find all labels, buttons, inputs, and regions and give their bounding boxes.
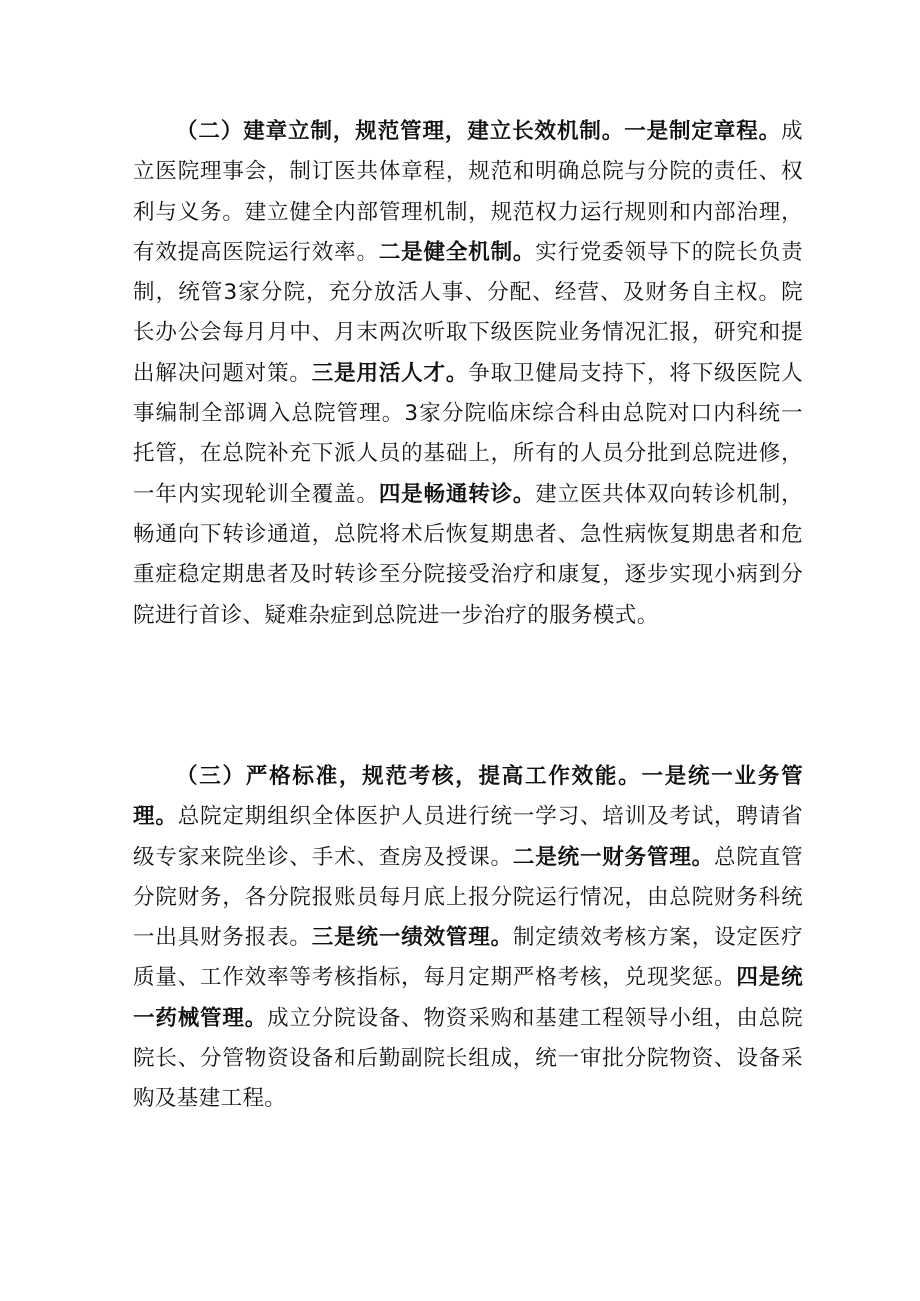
section-2-point-4-text: 建立医共体双向转诊机制，畅通向下转诊通道，总院将术后恢复期患者、急性病恢复期患者和危重症稳定期患者及时转诊至分院接受治疗和康复，逐步实现小病到分院进行首诊、疑难杂症到总院进一步治疗的服务模式。 [133, 481, 803, 628]
section-3-point-1-title: 一是统一业务管理。 [133, 764, 803, 830]
section-3-paragraph [133, 757, 803, 1120]
section-2-paragraph [133, 112, 803, 636]
section-3-point-3-title: 三是统一绩效管理。 [311, 925, 513, 951]
section-2-point-2-text: 实行党委领导下的院长负责制，统管3家分院，充分放活人事、分配、经营、及财务自主权。院长办公会每月月中、月末两次听取下级医院业务情况汇报，研究和提出解决问题对策。 [133, 239, 803, 386]
section-2-point-3-title: 三是用活人才。 [311, 360, 469, 386]
section-3-heading: （三）严格标准，规范考核，提高工作效能。 [176, 764, 642, 789]
section-3-point-2-text: 总院直管分院财务，各分院报账员每月底上报分院运行情况，由总院财务科统一出具财务报表。 [133, 844, 803, 951]
section-2-point-1-text: 成立医院理事会，制订医共体章程，规范和明确总院与分院的责任、权利与义务。建立健全内部管理机制，规范权力运行规则和内部治理，有效提高医院运行效率。 [133, 119, 803, 265]
section-2-point-2-title: 二是健全机制。 [378, 239, 536, 265]
section-3-point-4-text: 成立分院设备、物资采购和基建工程领导小组，由总院院长、分管物资设备和后勤副院长组成，统一审批分院物资、设备采购及基建工程。 [133, 1005, 803, 1112]
section-2-point-1-title: 一是制定章程。 [624, 119, 782, 144]
section-3-point-3-text: 制定绩效考核方案，设定医疗质量、工作效率等考核指标，每月定期严格考核，兑现奖惩。 [133, 925, 804, 991]
section-3-point-1-text: 总院定期组织全体医护人员进行统一学习、培训及考试，聘请省级专家来院坐诊、手术、查房及授课。 [133, 804, 803, 870]
section-2-point-3-text: 争取卫健局支持下，将下级医院人事编制全部调入总院管理。3家分院临床综合科由总院对口内科统一托管，在总院补充下派人员的基础上，所有的人员分批到总院进修，一年内实现轮训全覆盖。 [133, 360, 803, 507]
section-2-heading: （二）建章立制，规范管理，建立长效机制。 [176, 119, 625, 144]
section-3-point-4-title: 四是统一药械管理。 [133, 965, 804, 1031]
section-2-point-4-title: 四是畅通转诊。 [378, 481, 536, 507]
section-3-point-2-title: 二是统一财务管理。 [512, 844, 715, 870]
